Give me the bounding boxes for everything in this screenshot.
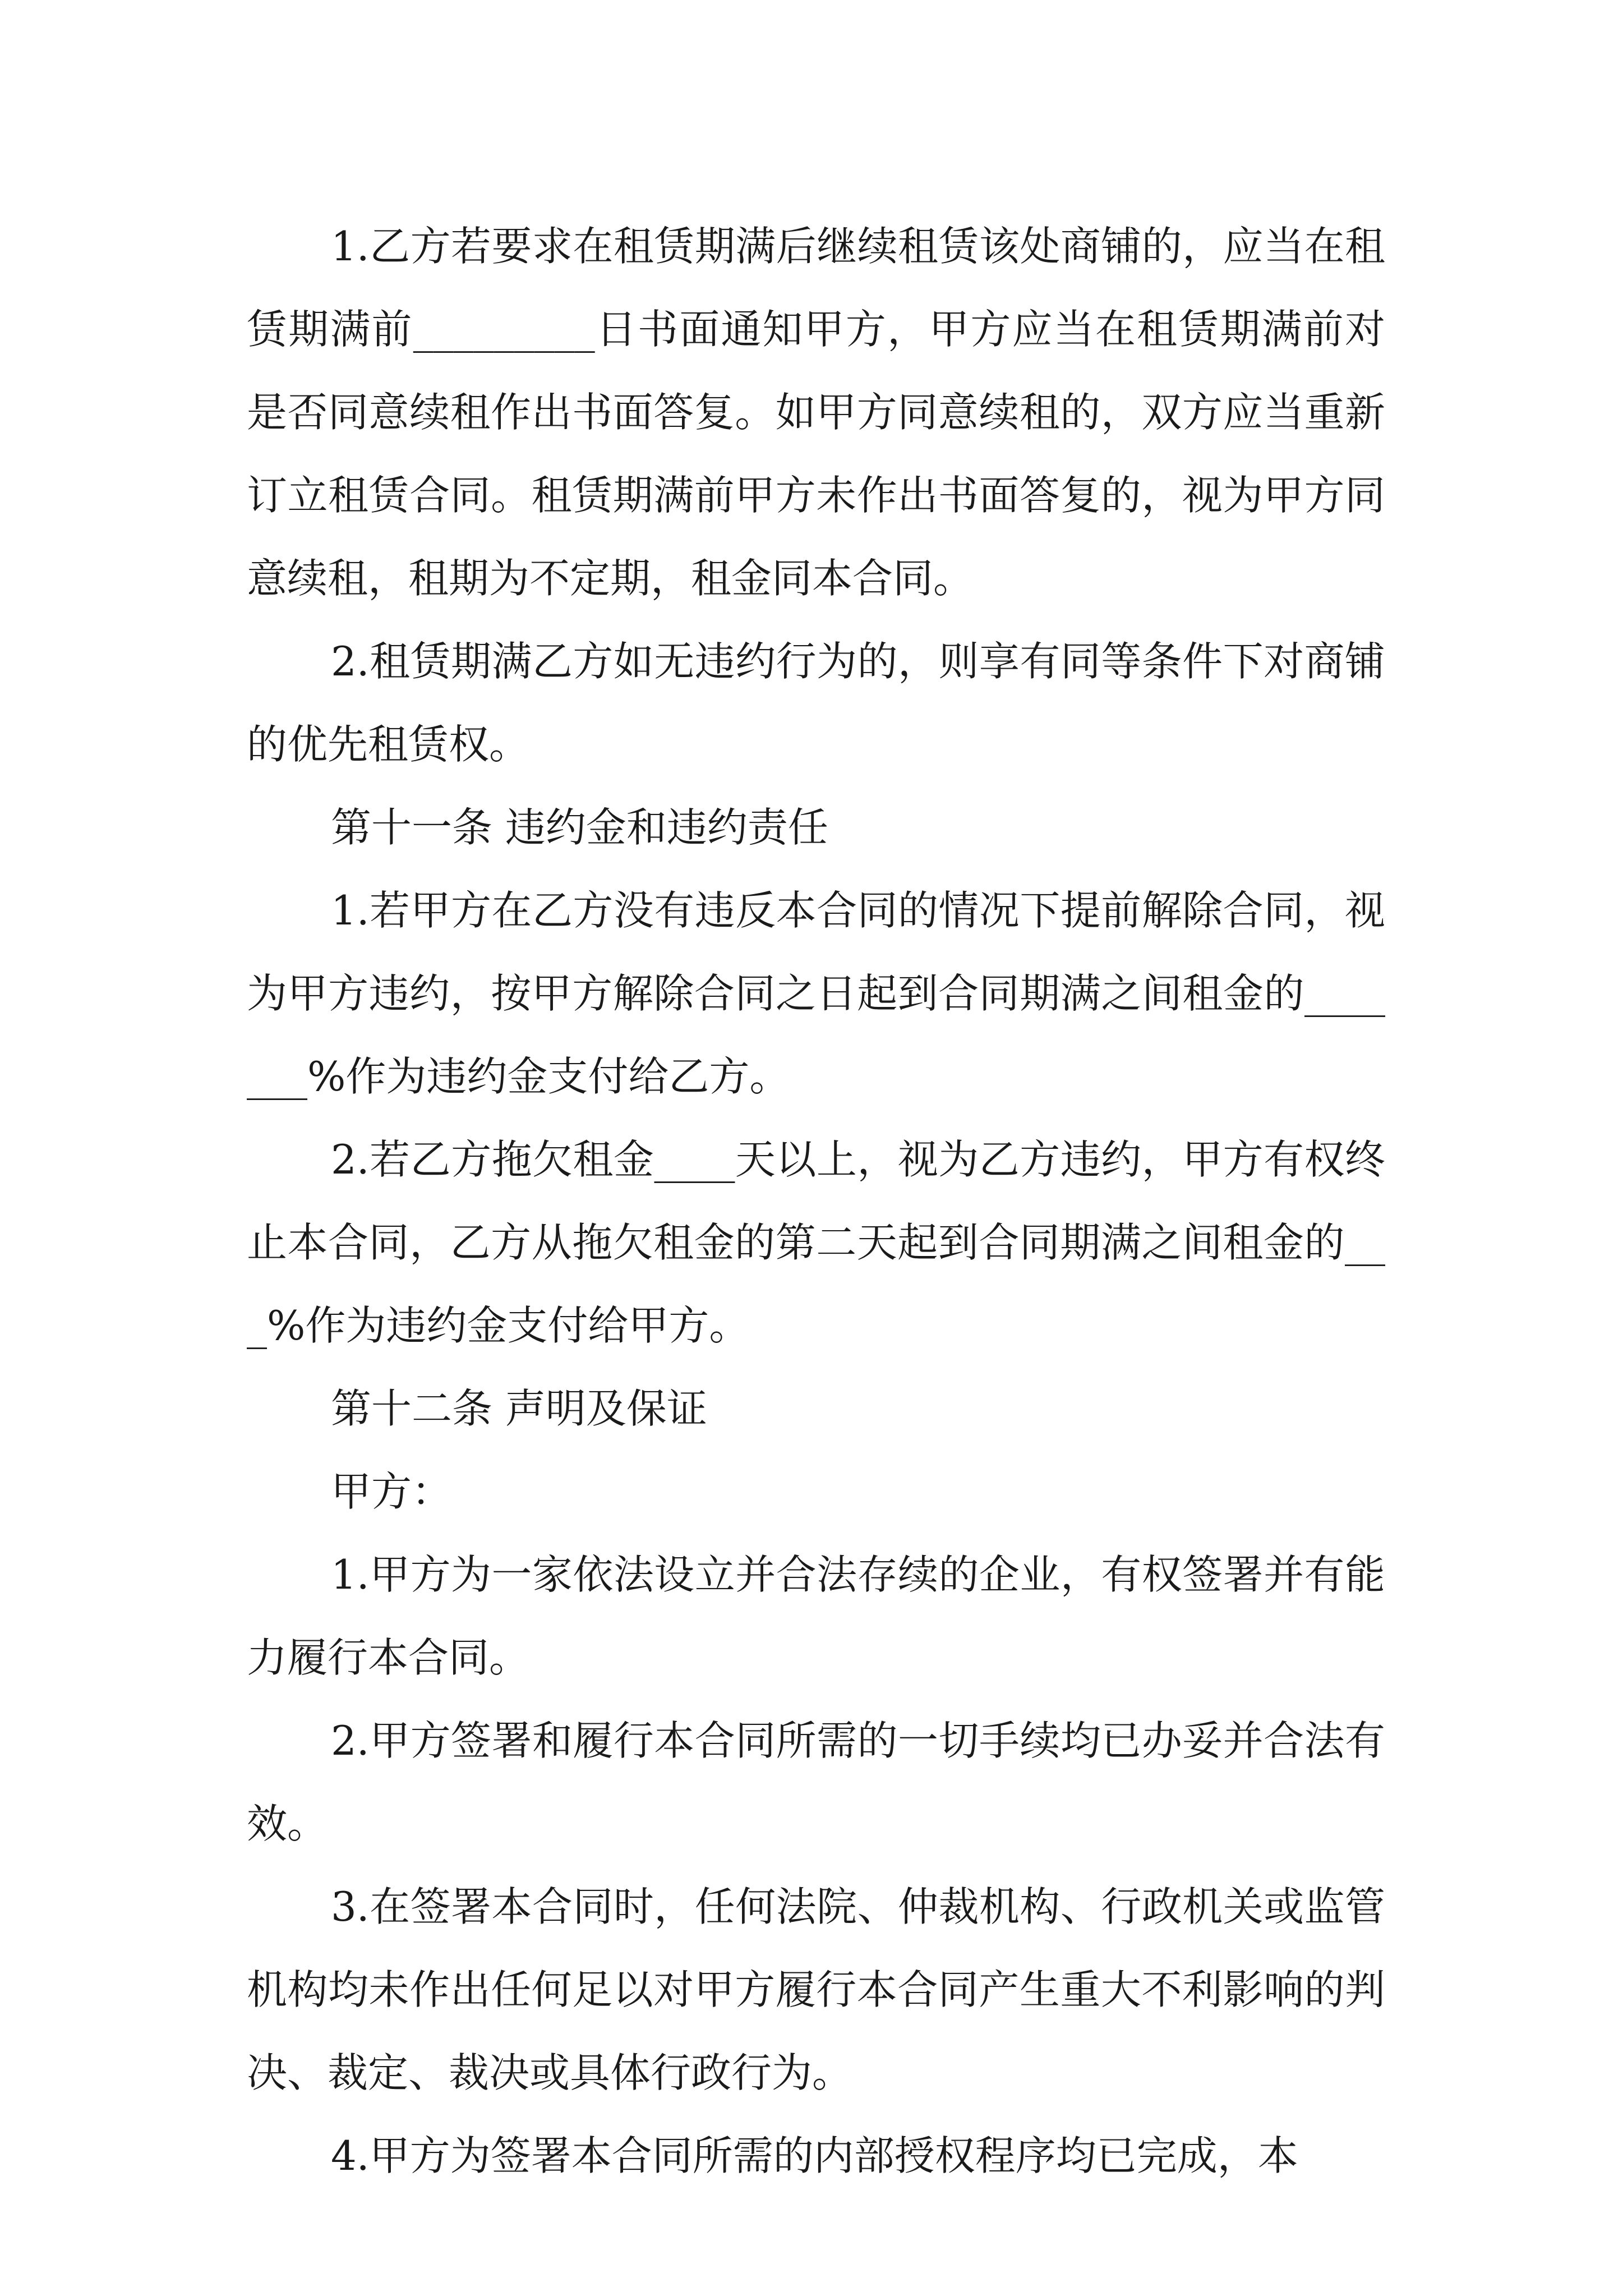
paragraph-renewal-notice: 1.乙方若要求在租赁期满后继续租赁该处商铺的，应当在租赁期满前_________日书面通知甲方，甲方应当在租赁期满前对是否同意续租作出书面答复。如甲方同意续租的，双方应当重新订立租赁合同。租赁期满前甲方未作出书面答复的，视为甲方同意续租，租期为不定期，租金同本合同。: [247, 223, 1385, 602]
paragraph-party-a-breach: 1.若甲方在乙方没有违反本合同的情况下提前解除合同，视为甲方违约，按甲方解除合同之日起到合同期满之间租金的_______%作为违约金支付给乙方。: [247, 887, 1385, 1100]
paragraph-no-adverse-rulings: 3.在签署本合同时，任何法院、仲裁机构、行政机关或监管机构均未作出任何足以对甲方履行本合同产生重大不利影响的判决、裁定、裁决或具体行政行为。: [247, 1883, 1385, 2096]
paragraph-priority-lease: 2.租赁期满乙方如无违约行为的，则享有同等条件下对商铺的优先租赁权。: [247, 638, 1385, 768]
party-a-label: 甲方：: [331, 1468, 453, 1515]
paragraph-party-a-procedures: 2.甲方签署和履行本合同所需的一切手续均已办妥并合法有效。: [247, 1717, 1385, 1847]
article-12-heading: 第十二条 声明及保证: [331, 1385, 707, 1432]
paragraph-party-a-established: 1.甲方为一家依法设立并合法存续的企业，有权签署并有能力履行本合同。: [247, 1551, 1385, 1681]
document-body: [247, 205, 1385, 2197]
article-11-heading: 第十一条 违约金和违约责任: [331, 804, 828, 851]
paragraph-party-b-breach: 2.若乙方拖欠租金____天以上，视为乙方违约，甲方有权终止本合同，乙方从拖欠租金的第二天起到合同期满之间租金的___%作为违约金支付给甲方。: [247, 1136, 1385, 1349]
paragraph-internal-authorization: 4.甲方为签署本合同所需的内部授权程序均已完成，本: [331, 2132, 1298, 2179]
